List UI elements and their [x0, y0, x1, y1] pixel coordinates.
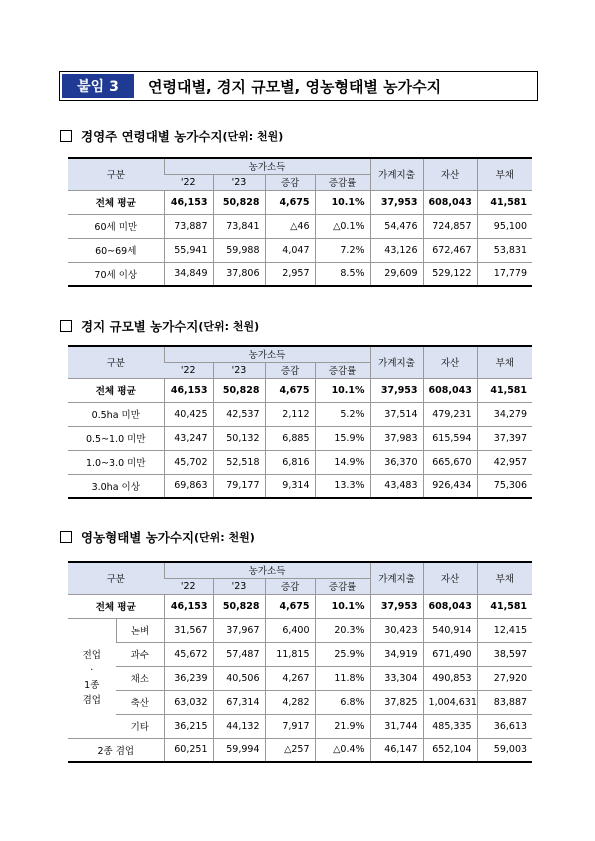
- row-label: 기타: [116, 714, 164, 738]
- checkbox-bullet-icon: [60, 320, 72, 332]
- cell-debt: 59,003: [477, 738, 532, 762]
- cell-y22: 36,215: [164, 714, 213, 738]
- cell-assets: 672,467: [423, 238, 477, 262]
- cell-assets: 926,434: [423, 474, 477, 498]
- col-y22: '22: [164, 174, 213, 190]
- cell-y23: 50,828: [213, 378, 265, 402]
- farm-type-table: [68, 561, 532, 763]
- appendix-badge: 붙임 3: [62, 74, 134, 98]
- cell-assets: 671,490: [423, 642, 477, 666]
- cell-y23: 50,132: [213, 426, 265, 450]
- cell-debt: 41,581: [477, 378, 532, 402]
- cell-debt: 42,957: [477, 450, 532, 474]
- row-label: 2종 겸업: [68, 738, 164, 762]
- col-expense: 가계지출: [370, 158, 423, 190]
- cell-rate: 7.2%: [315, 238, 370, 262]
- cell-change: 6,885: [265, 426, 315, 450]
- cell-expense: 31,744: [370, 714, 423, 738]
- cell-change: 6,400: [265, 618, 315, 642]
- cell-debt: 12,415: [477, 618, 532, 642]
- cell-debt: 41,581: [477, 594, 532, 618]
- cell-rate: 5.2%: [315, 402, 370, 426]
- section1-title: 경영주 연령대별 농가수지 (단위: 천원): [60, 127, 283, 145]
- cell-y22: 34,849: [164, 262, 213, 286]
- table-row: [68, 402, 532, 426]
- cell-assets: 665,670: [423, 450, 477, 474]
- col-y22: '22: [164, 578, 213, 594]
- row-label: 0.5~1.0 미만: [68, 426, 164, 450]
- col-assets: 자산: [423, 346, 477, 378]
- col-y22: '22: [164, 362, 213, 378]
- cell-y23: 37,806: [213, 262, 265, 286]
- cell-assets: 540,914: [423, 618, 477, 642]
- cell-y22: 46,153: [164, 378, 213, 402]
- farm-size-table: [68, 345, 532, 499]
- cell-assets: 608,043: [423, 594, 477, 618]
- cell-y22: 45,702: [164, 450, 213, 474]
- cell-rate: 14.9%: [315, 450, 370, 474]
- cell-debt: 53,831: [477, 238, 532, 262]
- cell-change: 7,917: [265, 714, 315, 738]
- cell-rate: 10.1%: [315, 594, 370, 618]
- cell-expense: 46,147: [370, 738, 423, 762]
- cell-y23: 59,988: [213, 238, 265, 262]
- row-label: 1.0~3.0 미만: [68, 450, 164, 474]
- cell-change: 4,675: [265, 190, 315, 214]
- cell-rate: 13.3%: [315, 474, 370, 498]
- row-label: 70세 이상: [68, 262, 164, 286]
- group-label: 전업 · 1종 겸업: [68, 618, 116, 738]
- cell-expense: 37,983: [370, 426, 423, 450]
- total-row: [68, 190, 532, 214]
- cell-assets: 529,122: [423, 262, 477, 286]
- cell-rate: △0.4%: [315, 738, 370, 762]
- cell-y23: 50,828: [213, 594, 265, 618]
- row-label: 60~69세: [68, 238, 164, 262]
- cell-expense: 37,953: [370, 378, 423, 402]
- col-gubun: 구분: [68, 346, 164, 378]
- cell-y23: 44,132: [213, 714, 265, 738]
- table-row: [68, 666, 532, 690]
- cell-rate: 20.3%: [315, 618, 370, 642]
- cell-y23: 57,487: [213, 642, 265, 666]
- row-label: 채소: [116, 666, 164, 690]
- cell-expense: 29,609: [370, 262, 423, 286]
- cell-assets: 724,857: [423, 214, 477, 238]
- col-income-group: 농가소득: [164, 346, 370, 362]
- cell-y23: 59,994: [213, 738, 265, 762]
- cell-y22: 63,032: [164, 690, 213, 714]
- table-row: [68, 738, 532, 762]
- cell-y22: 31,567: [164, 618, 213, 642]
- row-label: 논벼: [116, 618, 164, 642]
- cell-assets: 479,231: [423, 402, 477, 426]
- cell-assets: 615,594: [423, 426, 477, 450]
- cell-y22: 55,941: [164, 238, 213, 262]
- cell-change: 9,314: [265, 474, 315, 498]
- cell-rate: 10.1%: [315, 190, 370, 214]
- cell-y22: 45,672: [164, 642, 213, 666]
- col-rate: 증감률: [315, 578, 370, 594]
- cell-y22: 73,887: [164, 214, 213, 238]
- col-expense: 가계지출: [370, 346, 423, 378]
- cell-change: 4,047: [265, 238, 315, 262]
- col-change: 증감: [265, 578, 315, 594]
- row-label: 전체 평균: [68, 594, 164, 618]
- col-expense: 가계지출: [370, 562, 423, 594]
- cell-y22: 43,247: [164, 426, 213, 450]
- cell-expense: 37,514: [370, 402, 423, 426]
- row-label: 3.0ha 이상: [68, 474, 164, 498]
- cell-y23: 79,177: [213, 474, 265, 498]
- cell-change: △46: [265, 214, 315, 238]
- cell-change: 4,675: [265, 594, 315, 618]
- cell-y23: 40,506: [213, 666, 265, 690]
- cell-expense: 43,126: [370, 238, 423, 262]
- row-label: 60세 미만: [68, 214, 164, 238]
- table-row: [68, 474, 532, 498]
- appendix-title: 연령대별, 경지 규모별, 영농형태별 농가수지: [148, 77, 442, 96]
- col-change: 증감: [265, 362, 315, 378]
- total-row: [68, 594, 532, 618]
- checkbox-bullet-icon: [60, 531, 72, 543]
- table-row: [68, 618, 532, 642]
- cell-debt: 38,597: [477, 642, 532, 666]
- col-assets: 자산: [423, 562, 477, 594]
- row-label: 축산: [116, 690, 164, 714]
- cell-rate: 21.9%: [315, 714, 370, 738]
- cell-rate: 25.9%: [315, 642, 370, 666]
- col-income-group: 농가소득: [164, 562, 370, 578]
- age-table: [68, 157, 532, 287]
- cell-debt: 37,397: [477, 426, 532, 450]
- col-y23: '23: [213, 578, 265, 594]
- cell-change: 6,816: [265, 450, 315, 474]
- cell-debt: 36,613: [477, 714, 532, 738]
- cell-expense: 54,476: [370, 214, 423, 238]
- section3-title: 영농형태별 농가수지 (단위: 천원): [60, 528, 255, 546]
- cell-expense: 36,370: [370, 450, 423, 474]
- cell-debt: 41,581: [477, 190, 532, 214]
- col-debt: 부채: [477, 158, 532, 190]
- col-debt: 부채: [477, 562, 532, 594]
- table-row: [68, 450, 532, 474]
- col-y23: '23: [213, 174, 265, 190]
- cell-rate: 6.8%: [315, 690, 370, 714]
- cell-y23: 42,537: [213, 402, 265, 426]
- appendix-header: [59, 71, 538, 101]
- cell-y23: 67,314: [213, 690, 265, 714]
- cell-rate: 8.5%: [315, 262, 370, 286]
- cell-y23: 52,518: [213, 450, 265, 474]
- cell-change: 2,112: [265, 402, 315, 426]
- cell-y23: 73,841: [213, 214, 265, 238]
- cell-debt: 27,920: [477, 666, 532, 690]
- cell-assets: 652,104: [423, 738, 477, 762]
- col-income-group: 농가소득: [164, 158, 370, 174]
- row-label: 전체 평균: [68, 378, 164, 402]
- cell-y23: 37,967: [213, 618, 265, 642]
- cell-change: 2,957: [265, 262, 315, 286]
- section2-title: 경지 규모별 농가수지 (단위: 천원): [60, 317, 259, 335]
- cell-expense: 37,825: [370, 690, 423, 714]
- cell-expense: 33,304: [370, 666, 423, 690]
- cell-assets: 1,004,631: [423, 690, 477, 714]
- checkbox-bullet-icon: [60, 130, 72, 142]
- row-label: 과수: [116, 642, 164, 666]
- cell-change: 4,282: [265, 690, 315, 714]
- cell-y22: 36,239: [164, 666, 213, 690]
- table-row: [68, 214, 532, 238]
- total-row: [68, 378, 532, 402]
- cell-change: 4,267: [265, 666, 315, 690]
- cell-debt: 75,306: [477, 474, 532, 498]
- cell-assets: 485,335: [423, 714, 477, 738]
- cell-y22: 40,425: [164, 402, 213, 426]
- row-label: 전체 평균: [68, 190, 164, 214]
- cell-expense: 37,953: [370, 190, 423, 214]
- col-debt: 부채: [477, 346, 532, 378]
- cell-change: △257: [265, 738, 315, 762]
- cell-y22: 60,251: [164, 738, 213, 762]
- cell-debt: 34,279: [477, 402, 532, 426]
- table-row: [68, 642, 532, 666]
- cell-expense: 37,953: [370, 594, 423, 618]
- col-y23: '23: [213, 362, 265, 378]
- cell-debt: 83,887: [477, 690, 532, 714]
- table-row: [68, 262, 532, 286]
- cell-expense: 30,423: [370, 618, 423, 642]
- cell-expense: 34,919: [370, 642, 423, 666]
- cell-y22: 69,863: [164, 474, 213, 498]
- table-row: [68, 426, 532, 450]
- col-gubun: 구분: [68, 158, 164, 190]
- cell-change: 11,815: [265, 642, 315, 666]
- cell-assets: 608,043: [423, 190, 477, 214]
- table-row: [68, 714, 532, 738]
- table-row: [68, 690, 532, 714]
- col-gubun: 구분: [68, 562, 164, 594]
- cell-y23: 50,828: [213, 190, 265, 214]
- cell-change: 4,675: [265, 378, 315, 402]
- col-assets: 자산: [423, 158, 477, 190]
- cell-debt: 17,779: [477, 262, 532, 286]
- cell-expense: 43,483: [370, 474, 423, 498]
- cell-assets: 490,853: [423, 666, 477, 690]
- cell-rate: △0.1%: [315, 214, 370, 238]
- table-row: [68, 238, 532, 262]
- cell-rate: 15.9%: [315, 426, 370, 450]
- cell-y22: 46,153: [164, 594, 213, 618]
- col-rate: 증감률: [315, 362, 370, 378]
- cell-rate: 10.1%: [315, 378, 370, 402]
- cell-debt: 95,100: [477, 214, 532, 238]
- col-change: 증감: [265, 174, 315, 190]
- cell-y22: 46,153: [164, 190, 213, 214]
- row-label: 0.5ha 미만: [68, 402, 164, 426]
- cell-rate: 11.8%: [315, 666, 370, 690]
- col-rate: 증감률: [315, 174, 370, 190]
- cell-assets: 608,043: [423, 378, 477, 402]
